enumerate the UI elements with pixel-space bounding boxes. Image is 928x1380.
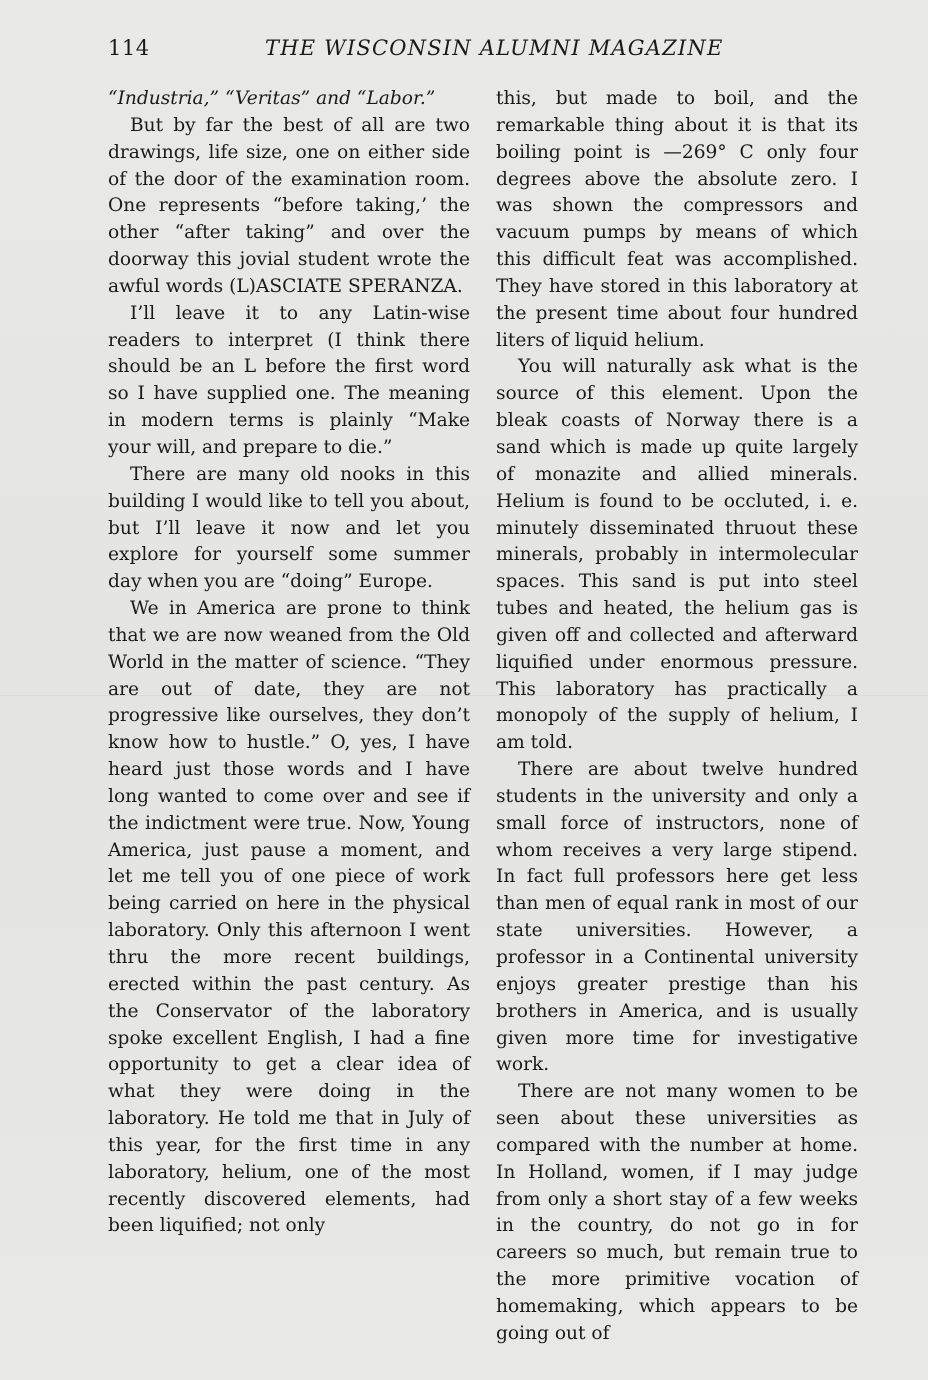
running-title: THE WISCONSIN ALUMNI MAGAZINE [265, 36, 724, 60]
paragraph: But by far the best of all are two drawings, life size, one on either side of the door of the examination room. One represents “before taking,’ the other “after taking” and over the doorway this jovial student wrote the awful words (L)ASCIATE SPERANZA. [108, 114, 470, 297]
paragraph: There are not many women to be seen about these universities as compared with the number at home. In Holland, women, if I may judge from only a short stay of a few weeks in the country, do not go in for careers so much, but remain true to the more primitive vocation of homemaking, which appears to be going out of [496, 1081, 858, 1344]
page-header [108, 36, 868, 66]
paragraph: “Industria,” “Veritas” and “Labor.” [108, 88, 436, 109]
paragraph: this, but made to boil, and the remarkable thing about it is that its boiling point is —269° C only four degrees above the absolute zero. I was shown the compressors and vacuum pumps by means of which this difficult feat was accomplished. They have stored in this laboratory at the present time about four hundred liters of liquid helium. [496, 88, 858, 351]
right-column [496, 86, 858, 1348]
paragraph: There are about twelve hundred students in the university and only a small force of instructors, none of whom receives a very large stipend. In fact full professors here get less than men of equal rank in most of our state universities. However, a professor in a Continental university enjoys greater prestige than his brothers in America, and is usually given more time for investigative work. [496, 759, 858, 1076]
paragraph: You will naturally ask what is the source of this element. Upon the bleak coasts of Norway there is a sand which is made up quite largely of monazite and allied minerals. Helium is found to be occluted, i. e. minutely disseminated thruout these minerals, probably in intermolecular spaces. This sand is put into steel tubes and heated, the helium gas is given off and collected and afterward liquified under enormous pressure. This laboratory has practically a monopoly of the supply of helium, I am told. [496, 356, 858, 754]
page-number: 114 [108, 36, 150, 60]
page-fold-line [0, 695, 928, 696]
paragraph: I’ll leave it to any Latin-wise readers to interpret (I think there should be an L before the first word so I have supplied one. The meaning in modern terms is plainly “Make your will, and prepare to die.” [108, 302, 470, 458]
paragraph: There are many old nooks in this building I would like to tell you about, but I’ll leave it now and let you explore for yourself some summer day when you are “doing” Europe. [108, 463, 470, 593]
left-column [108, 86, 470, 1240]
paragraph: We in America are prone to think that we are now weaned from the Old World in the matter of science. “They are out of date, they are not progressive like ourselves, they don’t know how to hustle.” O, yes, I have heard just those words and I have long wanted to come over and see if the indictment were true. Now, Young America, just pause a moment, and let me tell you of one piece of work being carried on here in the physical laboratory. Only this afternoon I went thru the more recent buildings, erected within the past century. As the Conservator of the laboratory spoke excellent English, I had a fine opportunity to get a clear idea of what they were doing in the laboratory. He told me that in July of this year, for the first time in any laboratory, helium, one of the most recently discovered elements, had been liquified; not only [108, 598, 470, 1237]
